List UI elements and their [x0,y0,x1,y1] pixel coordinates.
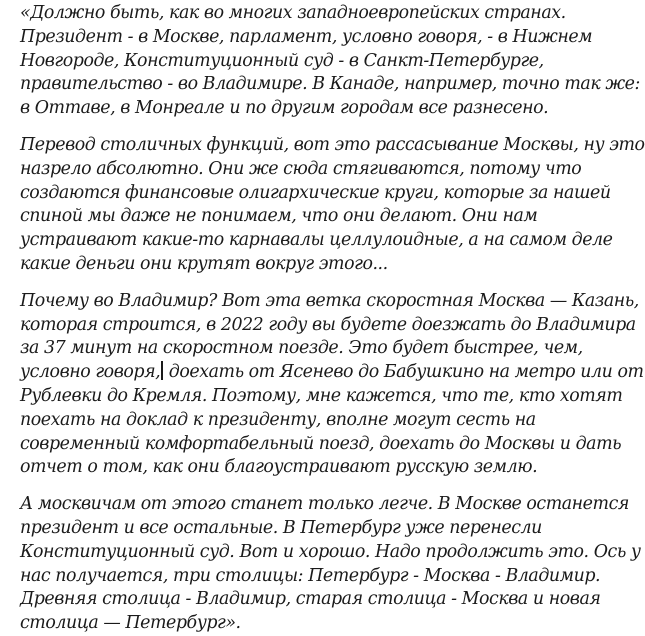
text-line: назрело абсолютно. Они же сюда стягиваются, потому что [20,158,582,179]
text-line: спиной мы даже не понимаем, что они делают. Они нам [20,206,538,227]
paragraph-1 [20,2,639,121]
text-line: Почему во Владимир? Вот эта ветка скоростная Москва — Казань, [20,290,639,311]
text-line-with-cursor [20,361,644,385]
paragraph-3 [20,290,644,480]
text-line: А москвичам от этого станет только легче. В Москве останется [20,494,629,515]
text-line: в Оттаве, в Монреале и по другим городам все разнесено. [20,98,549,119]
text-line: поехать на доклад к президенту, вполне могут сесть на [20,409,536,430]
text-line: Президент - в Москве, парламент, условно говоря, - в Нижнем [20,26,593,47]
text-line: отчет о том, как они благоустраивают русскую землю. [20,457,538,478]
text-line: Рублевки до Кремля. Поэтому, мне кажется, что те, кто хотят [20,385,623,406]
text-after-cursor: доехать от Ясенево до Бабушкино на метро или от [163,362,644,383]
text-line: Перевод столичных функций, вот это рассасывание Москвы, ну это [20,134,645,155]
paragraph-2 [20,134,645,277]
text-before-cursor: условно говоря, [20,362,161,383]
text-line: Конституционный суд. Вот и хорошо. Надо продолжить это. Ось у [20,541,641,562]
text-line: правительство - во Владимире. В Канаде, например, точно так же: [20,74,640,95]
text-line: Новгороде, Конституционный суд - в Санкт-Петербурге, [20,50,544,71]
text-line: какие деньги они крутят вокруг этого... [20,253,388,274]
text-line: нас получается, три столицы: Петербург - Москва - Владимир. [20,565,601,586]
text-line: за 37 минут на скоростном поезде. Это будет быстрее, чем, [20,338,583,359]
text-line: создаются финансовые олигархические круги, которые за нашей [20,182,611,203]
text-line: Древняя столица - Владимир, старая столица - Москва и новая [20,589,601,610]
text-cursor [161,361,163,380]
text-line: устраивают какие-то карнавалы целлулоидные, а на самом деле [20,230,613,251]
text-line: столица — Петербург». [20,613,241,634]
text-line: президент и все остальные. В Петербург уже перенесли [20,517,542,538]
text-line: «Должно быть, как во многих западноевропейских странах. [20,3,566,23]
text-line: современный комфортабельный поезд, доехать до Москвы и дать [20,433,622,454]
text-line: которая строится, в 2022 году вы будете доезжать до Владимира [20,314,636,335]
